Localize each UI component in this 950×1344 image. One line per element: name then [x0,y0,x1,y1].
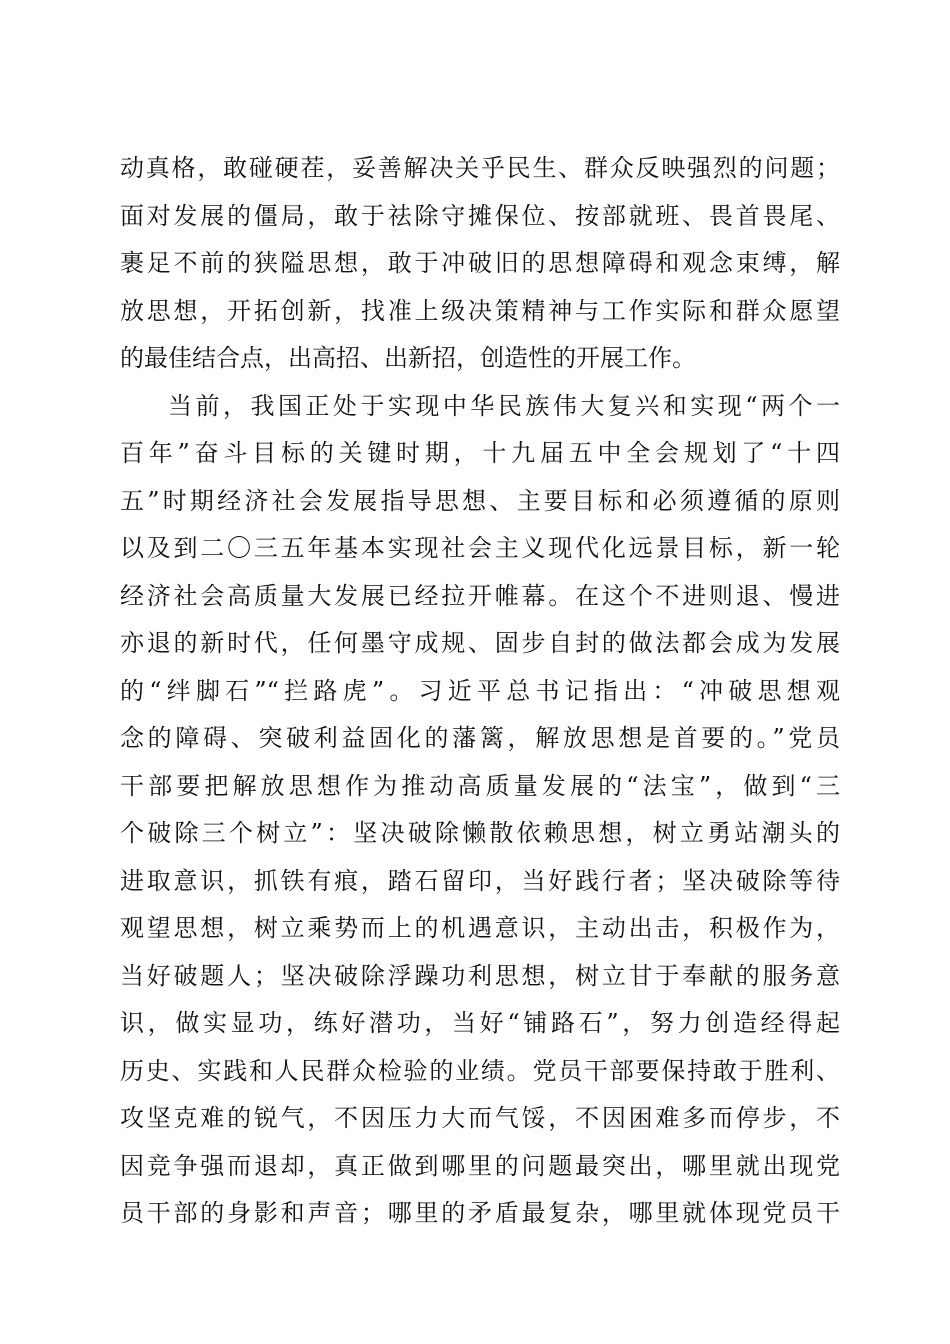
text-line: 的最佳结合点，出高招、出新招，创造性的开展工作。 [120,344,696,372]
text-line: 进取意识，抓铁有痕，踏石留印，当好践行者；坚决破除等待 [120,866,840,895]
text-line: 经济社会高质量大发展已经拉开帷幕。在这个不进则退、慢进 [120,581,840,610]
text-line: 干部要把解放思想作为推动高质量发展的“法宝”，做到“三 [120,771,840,800]
paragraph-first-line: 当前，我国正处于实现中华民族伟大复兴和实现“两个一 [168,391,840,420]
text-line: 百年”奋斗目标的关键时期，十九届五中全会规划了“十四 [120,439,840,467]
text-line: 面对发展的僵局，敢于祛除守摊保位、按部就班、畏首畏尾、 [120,201,840,230]
text-line: 的“绊脚石”“拦路虎”。习近平总书记指出：“冲破思想观 [120,676,840,705]
text-line: 观望思想，树立乘势而上的机遇意识，主动出击，积极作为， [120,914,840,942]
text-line: 员干部的身影和声音；哪里的矛盾最复杂，哪里就体现党员干 [120,1199,840,1227]
text-line: 动真格，敢碰硬茬，妥善解决关乎民生、群众反映强烈的问题； [120,154,840,182]
text-line: 亦退的新时代，任何墨守成规、固步自封的做法都会成为发展 [120,629,840,657]
text-line: 历史、实践和人民群众检验的业绩。党员干部要保持敢于胜利、 [120,1056,840,1085]
text-line: 识，做实显功，练好潜功，当好“铺路石”，努力创造经得起 [120,1009,840,1037]
text-line: 念的障碍、突破利益固化的藩篱，解放思想是首要的。”党员 [120,724,840,752]
text-line: 个破除三个树立”：坚决破除懒散依赖思想，树立勇站潮头的 [120,819,840,847]
text-line: 五”时期经济社会发展指导思想、主要目标和必须遵循的原则 [120,486,840,515]
text-line: 当好破题人；坚决破除浮躁功利思想，树立甘于奉献的服务意 [120,961,840,990]
text-line: 裹足不前的狭隘思想，敢于冲破旧的思想障碍和观念束缚，解 [120,249,840,277]
text-line: 因竞争强而退却，真正做到哪里的问题最突出，哪里就出现党 [120,1151,840,1180]
text-line: 以及到二〇三五年基本实现社会主义现代化远景目标，新一轮 [120,534,840,562]
body-text [120,145,840,1238]
text-line: 放思想，开拓创新，找准上级决策精神与工作实际和群众愿望 [120,296,840,325]
text-line: 攻坚克难的锐气，不因压力大而气馁，不因困难多而停步，不 [120,1104,840,1132]
